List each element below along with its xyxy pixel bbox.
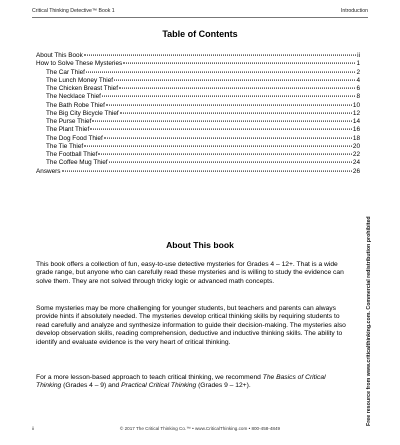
toc-entry	[36, 168, 360, 176]
toc-entry	[36, 151, 360, 159]
toc-entry-label: The Big City Bicycle Thief	[46, 109, 119, 117]
toc-title: Table of Contents	[162, 29, 238, 39]
toc-dot-leader	[62, 170, 352, 171]
toc-entry-label: The Plant Thief	[46, 126, 90, 134]
toc-entry-page: 4	[356, 76, 360, 84]
toc-list	[36, 52, 360, 176]
toc-dot-leader	[123, 63, 355, 64]
toc-entry-page: 12	[352, 109, 360, 117]
about-paragraph-1: This book offers a collection of fun, easy-to-use detective mysteries for Grades 4 – 12+. That is a wide grade range, but anyone who can carefully read these mysteries and is willing to study the evidence can solve them. They are not solved through tricky logic or advanced math concepts.	[36, 261, 344, 285]
page-header	[32, 8, 368, 14]
toc-entry	[36, 60, 360, 68]
toc-dot-leader	[109, 162, 352, 163]
toc-entry	[36, 77, 360, 85]
toc-entry-page: 26	[352, 167, 360, 175]
about-paragraph-3	[36, 374, 352, 391]
p3-book-title-2: Practical Critical Thinking	[121, 382, 197, 390]
toc-entry-label: The Bath Robe Thief	[46, 101, 105, 109]
toc-entry	[36, 110, 360, 118]
toc-entry-page: 10	[352, 101, 360, 109]
toc-entry-page: ii	[357, 52, 360, 59]
toc-entry-label: The Chicken Breast Thief	[46, 85, 118, 92]
footer-page-number: ii	[32, 426, 35, 431]
toc-entry	[36, 143, 360, 151]
p3-book-title-1: The Basics of Critical Thinking	[36, 374, 326, 390]
toc-entry-page: 6	[356, 85, 360, 92]
toc-entry	[36, 102, 360, 110]
toc-entry-label: The Coffee Mug Thief	[46, 159, 108, 167]
toc-dot-leader	[92, 121, 352, 122]
toc-entry	[36, 118, 360, 126]
toc-dot-leader	[120, 112, 352, 113]
toc-entry	[36, 52, 360, 60]
header-rule	[32, 17, 368, 18]
about-paragraph-2: Some mysteries may be more challenging for younger students, but teachers and parents can always provide hints if absolutely needed. The mysteries develop critical thinking skills by requiring students to read carefully and analyze and synthesize information to guide their decision-making. The mysteries also develop observation skills, reading comprehension, deductive and inductive thinking skills. The ability to identify and evaluate evidence is the very heart of critical thinking.	[36, 305, 346, 346]
toc-entry-label: The Dog Food Thief	[46, 134, 103, 142]
toc-entry-page: 14	[352, 118, 360, 125]
toc-dot-leader	[114, 79, 355, 80]
header-section: Introduction	[340, 8, 368, 14]
toc-entry-label: The Football Thief	[46, 151, 98, 158]
toc-entry-page: 24	[352, 159, 360, 167]
toc-entry	[36, 69, 360, 77]
toc-entry-label: The Car Thief	[46, 68, 85, 76]
toc-entry-page: 1	[356, 60, 360, 68]
toc-entry-label: The Tie Thief	[46, 142, 84, 150]
toc-entry-page: 2	[356, 68, 360, 76]
toc-entry-page: 22	[352, 151, 360, 158]
p3-text-before: For a more lesson-based approach to teach critical thinking, we recommend	[36, 374, 263, 381]
toc-entry-page: 18	[352, 134, 360, 142]
toc-entry	[36, 159, 360, 167]
toc-entry-label: The Necklace Thief	[46, 93, 101, 101]
toc-dot-leader	[86, 71, 355, 72]
toc-dot-leader	[84, 55, 356, 56]
toc-dot-leader	[90, 129, 352, 130]
toc-dot-leader	[98, 154, 352, 155]
toc-entry-label: Answers	[36, 167, 61, 175]
about-title: About This book	[166, 240, 234, 250]
toc-entry-label: About This Book	[36, 52, 83, 59]
toc-entry-page: 8	[356, 93, 360, 101]
toc-entry	[36, 93, 360, 101]
footer-copyright: © 2017 The Critical Thinking Co.™ • www.CriticalThinking.com • 800-458-4849	[119, 426, 281, 431]
toc-dot-leader	[104, 137, 352, 138]
toc-entry	[36, 85, 360, 93]
toc-dot-leader	[119, 88, 355, 89]
p3-text-middle: (Grades 4 – 9) and	[61, 382, 122, 390]
toc-entry-page: 20	[352, 142, 360, 150]
toc-entry	[36, 126, 360, 134]
toc-entry	[36, 135, 360, 143]
header-book-title: Critical Thinking Detective™ Book 1	[32, 8, 115, 14]
toc-entry-page: 16	[352, 126, 360, 134]
toc-entry-label: The Lunch Money Thief	[46, 76, 114, 84]
sidebar-notice: Free resource from www.criticalthinking.com. Commercial redistribution prohibited	[366, 216, 372, 426]
toc-entry-label: The Purse Thief	[46, 118, 92, 125]
toc-dot-leader	[106, 104, 352, 105]
toc-dot-leader	[84, 145, 352, 146]
toc-entry-label: How to Solve These Mysteries	[36, 60, 123, 68]
p3-text-after: (Grades 9 – 12+).	[196, 382, 251, 390]
toc-dot-leader	[102, 96, 355, 97]
